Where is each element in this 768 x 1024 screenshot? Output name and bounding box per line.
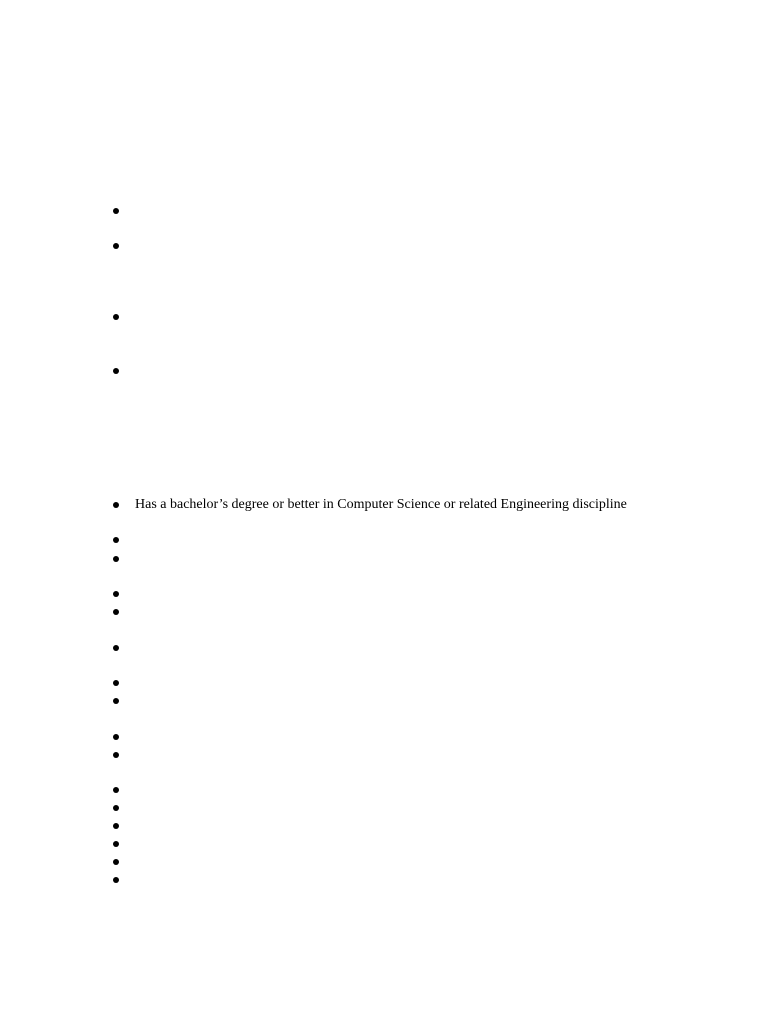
bullet-icon [113, 591, 119, 597]
bullet-icon [113, 680, 119, 686]
bullet-icon [113, 805, 119, 811]
bullet-icon [113, 877, 119, 883]
list-item [112, 603, 135, 621]
list-item [112, 496, 627, 514]
list-item [112, 362, 135, 380]
list-item [112, 728, 135, 746]
list-item [112, 674, 135, 692]
list-item-text: Has a bachelor’s degree or better in Computer Science or related Engineering discipline [135, 497, 627, 512]
bullet-icon [113, 556, 119, 562]
bullet-icon [113, 734, 119, 740]
list-item [112, 871, 135, 889]
list-item [112, 550, 135, 568]
bullet-icon [113, 314, 119, 320]
list-item [112, 746, 135, 764]
list-item [112, 692, 135, 710]
list-item [112, 202, 135, 220]
bullet-icon [113, 208, 119, 214]
bullet-icon [113, 859, 119, 865]
list-item [112, 781, 135, 799]
bullet-icon [113, 698, 119, 704]
list-item [112, 639, 135, 657]
bullet-icon [113, 537, 119, 543]
bullet-icon [113, 645, 119, 651]
bullet-icon [113, 609, 119, 615]
bullet-icon [113, 823, 119, 829]
bullet-icon [113, 502, 119, 508]
bullet-icon [113, 368, 119, 374]
bullet-icon [113, 787, 119, 793]
list-item [112, 237, 135, 255]
bullet-icon [113, 752, 119, 758]
list-item [112, 799, 135, 817]
list-item [112, 835, 135, 853]
list-item [112, 531, 135, 549]
bullet-icon [113, 243, 119, 249]
list-item [112, 817, 135, 835]
list-item [112, 853, 135, 871]
list-item [112, 308, 135, 326]
bullet-icon [113, 841, 119, 847]
list-item [112, 585, 135, 603]
